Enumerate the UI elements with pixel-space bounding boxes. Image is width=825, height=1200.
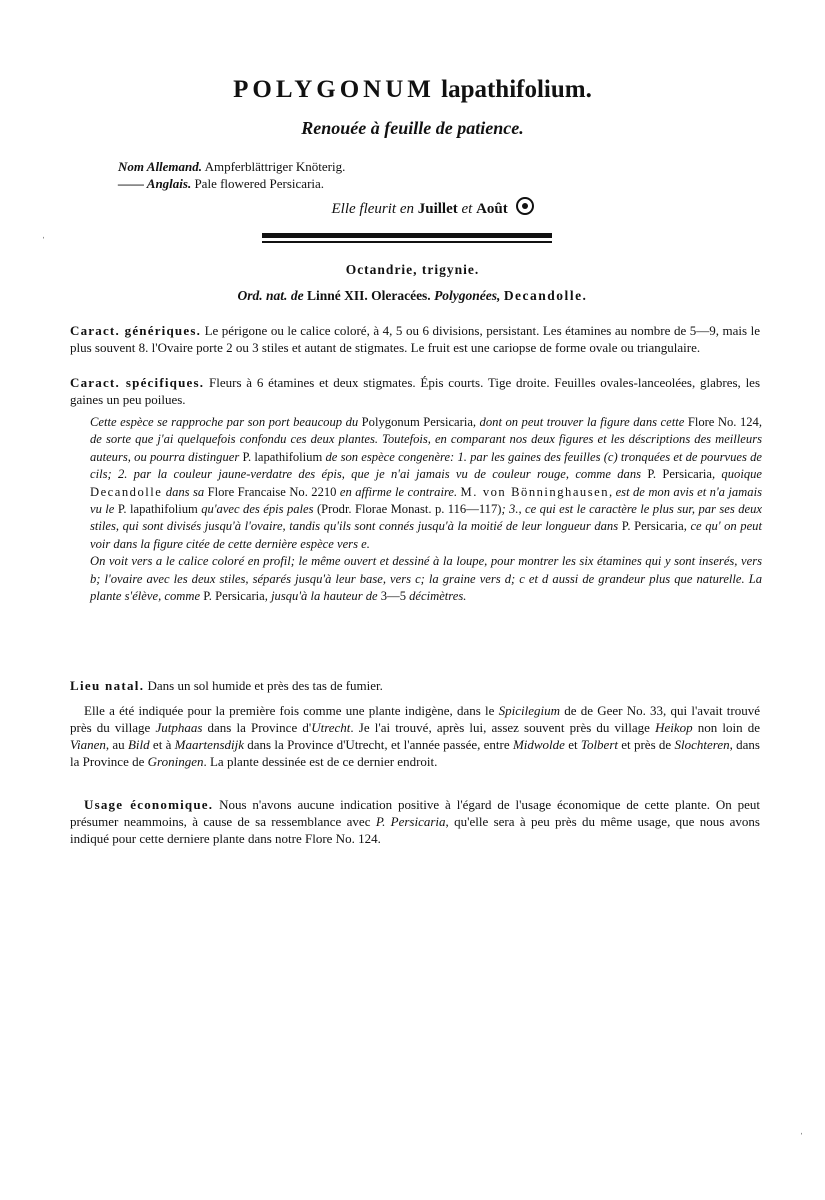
obs-text: de son espèce congenère: 1. par les gaines des feuilles (c) tronquées et de pourvues de cils; 2. par la couleur jaune-verdatre des épis, que je n'ai jamais vu de couleur rouge, comme dans <box>90 449 762 482</box>
obs-reference: Flore No. 124 <box>687 415 759 429</box>
obs-species: Polygonum Persicaria <box>361 415 473 429</box>
obs-text: qu'avec des épis pales <box>197 502 317 517</box>
obs-author: M. von Bönninghausen <box>460 484 609 499</box>
page-speck: ˈ <box>800 1132 804 1143</box>
distribution-history <box>70 702 760 770</box>
ord-nat-oleracees: Oleracées. <box>371 288 431 303</box>
history-text: dans la Province d' <box>202 720 312 735</box>
page-title <box>0 76 825 104</box>
obs-text: dans sa <box>162 484 208 499</box>
natural-order <box>0 288 825 304</box>
german-name-value: Ampferblättriger Knöterig. <box>204 159 346 174</box>
ord-nat-de: de <box>290 288 304 303</box>
obs-species: P. Persicaria <box>621 519 684 534</box>
history-text: , au <box>105 737 128 752</box>
obs-species: P. lapathifolium <box>117 502 198 517</box>
observations <box>90 414 762 605</box>
obs-measure: 3—5 <box>380 589 406 604</box>
observation-paragraph-1 <box>90 414 762 553</box>
english-name-row <box>118 175 345 192</box>
divider-thin <box>262 241 552 243</box>
obs-text: , ce qu' on peut voir dans la figure citée de cette dernière espèce vers e. <box>90 519 762 551</box>
history-place: Tolbert <box>580 737 618 752</box>
usage-text: Nous n'avons aucune indication positive à l'égard de l'usage économique de cette plante. On peut présumer neammoins, à cause de sa ressemblance avec <box>70 797 761 829</box>
history-place: Maartensdijk <box>174 737 244 752</box>
divider-thick <box>262 233 552 238</box>
usage-label: Usage économique. <box>84 797 214 812</box>
obs-text: , dont on peut trouver la figure dans cette <box>472 415 688 429</box>
page-subtitle: Renouée à feuille de patience. <box>301 118 524 138</box>
history-place: Vianen <box>70 737 106 752</box>
history-place: Jutphaas <box>155 720 203 735</box>
history-place: Bild <box>127 737 150 752</box>
obs-text: On voit vers a le calice coloré en profil; le même ouvert et dessiné à la loupe, pour montrer les six étamines qui y sont inserés, vers b; l'ovaire avec les deux stiles, séparés jusqu'à leur base, vers c; la graine vers d; c et d aussi de grandeur plus que naturelle. La plante s'élève, comme <box>90 554 762 604</box>
obs-text: ; 3., ce qui est le caractère le plus sur, par ses deux stiles, qui sont divisés jusqu'à l'ovaire, tandis qu'ils sont connés jusqu'à la moitié de leur longueur dans <box>90 502 762 534</box>
history-text: Elle a été indiquée pour la première fois comme une plante indigène, dans le <box>84 703 499 718</box>
english-name-value: Pale flowered Persicaria. <box>194 176 325 191</box>
economic-use <box>70 796 760 847</box>
habitat-text: Dans un sol humide et près des tas de fumier. <box>147 678 383 693</box>
german-name-row <box>118 158 345 175</box>
flowering-month-august: Août <box>476 201 508 217</box>
history-text: et à <box>149 737 175 752</box>
common-names <box>118 158 345 192</box>
history-place: Heikop <box>655 720 693 735</box>
generic-characters <box>70 322 760 356</box>
ord-nat-decandolle: Decandolle. <box>503 288 588 303</box>
history-text: dans la Province d'Utrecht, et l'année passée, entre <box>244 737 513 752</box>
history-text: et <box>564 737 581 752</box>
generic-text: Le périgone ou le calice coloré, à 4, 5 ou 6 divisions, persistant. Les étamines au nombre de 5—9, mais le plus souvent 8. l'Ovaire porte 2 ou 3 stiles et autant de stigmates. Le fruit est une cariopse de forme ovale ou triangulaire. <box>70 323 760 355</box>
obs-text: , est de mon avis et n'a jamais vu le <box>90 484 762 517</box>
history-text: et près de <box>618 737 675 752</box>
history-text: . La plante dessinée est de ce dernier endroit. <box>203 754 438 769</box>
usage-text: , qu'elle sera à peu près du même usage, que nous avons indiqué pour cette derniere plante dans notre Flore No. 124. <box>70 814 760 846</box>
flowering-period <box>0 197 825 218</box>
title-species: lapathifolium. <box>441 76 592 103</box>
flowering-text: Elle fleurit <box>331 201 397 217</box>
specific-label: Caract. spécifiques. <box>70 375 205 390</box>
history-place: Midwolde <box>512 737 565 752</box>
usage-species: P. Persicaria <box>375 814 446 829</box>
history-place: Groningen <box>147 754 204 769</box>
history-text: , dans la Province de <box>70 737 760 769</box>
annual-sun-icon <box>516 197 534 215</box>
history-work: Spicilegium <box>498 703 561 718</box>
obs-reference: (Prodr. Florae Monast. p. 116—117) <box>316 502 502 517</box>
obs-reference: Flore Francaise No. 2210 <box>207 484 337 499</box>
obs-text: Cette espèce se rapproche par son port beaucoup du <box>90 415 362 429</box>
obs-text: décimètres. <box>405 589 467 604</box>
history-place: Utrecht <box>311 720 351 735</box>
flowering-text-et: et <box>461 201 473 217</box>
specific-text: Fleurs à 6 étamines et deux stigmates. Épis courts. Tige droite. Feuilles ovales-lanceolées, glabres, les gaines un peu poilues. <box>70 375 761 407</box>
history-text: . Je l'ai trouvé, après lui, assez souvent près du village <box>350 720 656 735</box>
native-habitat <box>70 678 383 694</box>
ord-nat-prefix: Ord. nat. <box>237 288 288 303</box>
obs-species: P. Persicaria <box>203 589 265 604</box>
obs-text: , jusqu'à la hauteur de <box>264 589 381 604</box>
specific-characters <box>70 374 760 408</box>
obs-text: en affirme le contraire. <box>336 484 461 499</box>
obs-text: , quoique <box>712 467 763 482</box>
habitat-label: Lieu natal. <box>70 678 145 693</box>
obs-text: , de sorte que j'ai quelquefois confondu ces deux plantes. Toutefois, en comparant nos deux figures et les déscriptions des meilleurs auteurs, ou pourra distinguer <box>90 415 762 464</box>
linnaean-classification: Octandrie, trigynie. <box>345 262 480 277</box>
generic-label: Caract. génériques. <box>70 323 202 338</box>
history-text: non loin de <box>692 720 760 735</box>
history-place: Slochteren <box>674 737 730 752</box>
obs-species: P. lapathifolium <box>242 449 323 464</box>
page-speck: ˈ <box>42 236 46 247</box>
history-text: de de Geer No. 33, qui l'avait trouvé près du village <box>70 703 760 735</box>
obs-species: P. Persicaria <box>647 467 713 482</box>
observation-paragraph-2 <box>90 553 762 605</box>
obs-author: Decandolle <box>90 484 163 499</box>
flowering-text-en: en <box>399 201 414 217</box>
flowering-month-july: Juillet <box>417 201 458 217</box>
ord-nat-polygonees: Polygonées, <box>434 288 501 303</box>
title-genus: POLYGONUM <box>233 76 435 103</box>
english-name-label: —— Anglais. <box>118 176 192 191</box>
german-name-label: Nom Allemand. <box>118 159 203 174</box>
ord-nat-linne: Linné XII. <box>306 288 368 303</box>
